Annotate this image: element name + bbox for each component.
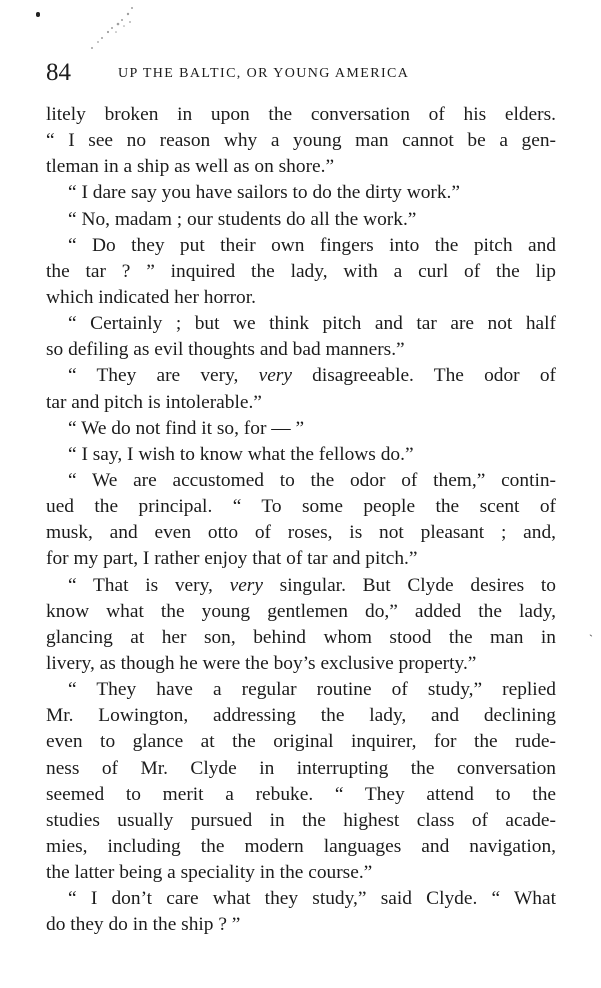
- text-line: for my part, I rather enjoy that of tar and pitch.”: [46, 548, 418, 570]
- text-line: livery, as though he were the boy’s exclusive property.”: [46, 652, 477, 674]
- text-line: “ I dare say you have sailors to do the dirty work.”: [68, 182, 461, 204]
- text-line: know what the young gentlemen do,” added the lady,: [46, 600, 556, 622]
- text-line: studies usually pursued in the highest class of acade-: [46, 809, 556, 831]
- text-line: “ We do not find it so, for — ”: [68, 417, 305, 439]
- text-line: glancing at her son, behind whom stood the man in: [46, 626, 556, 648]
- text-line: “ Do they put their own fingers into the pitch and: [68, 234, 556, 256]
- text-line: tar and pitch is intolerable.”: [46, 391, 262, 413]
- stain-mark: [72, 2, 142, 60]
- page-number: 84: [46, 59, 71, 86]
- text-line: so defiling as evil thoughts and bad manners.”: [46, 339, 405, 361]
- margin-mark: ˋ: [589, 632, 593, 646]
- text-line: “ We are accustomed to the odor of them,” contin-: [68, 469, 556, 491]
- text-line: ness of Mr. Clyde in interrupting the conversation: [46, 757, 556, 779]
- running-title: UP THE BALTIC, OR YOUNG AMERICA: [118, 66, 410, 81]
- text-line: do they do in the ship ? ”: [46, 914, 241, 936]
- text-line: “ No, madam ; our students do all the work.”: [68, 208, 417, 230]
- text-line: even to glance at the original inquirer, for the rude-: [46, 731, 556, 753]
- running-header: [46, 58, 551, 88]
- text-line: “ I don’t care what they study,” said Clyde. “ What: [68, 888, 556, 910]
- text-line: Mr. Lowington, addressing the lady, and declining: [46, 705, 556, 727]
- text-line: ued the principal. “ To some people the scent of: [46, 496, 556, 518]
- text-line: seemed to merit a rebuke. “ They attend to the: [46, 783, 556, 805]
- text-line: litely broken in upon the conversation of his elders.: [46, 104, 556, 125]
- text-line: “ They have a regular routine of study,” replied: [68, 679, 556, 701]
- text-line: “ Certainly ; but we think pitch and tar are not half: [68, 313, 556, 335]
- body-text: [46, 102, 556, 939]
- text-line: musk, and even otto of roses, is not pleasant ; and,: [46, 522, 556, 544]
- text-line: “ I say, I wish to know what the fellows do.”: [68, 443, 414, 465]
- text-line: mies, including the modern languages and navigation,: [46, 835, 556, 857]
- ink-speck: [36, 12, 40, 17]
- text-line: the latter being a speciality in the course.”: [46, 862, 373, 884]
- text-line: “ They are very, very disagreeable. The odor of: [68, 365, 556, 387]
- text-line: the tar ? ” inquired the lady, with a curl of the lip: [46, 260, 556, 282]
- text-line: “ That is very, very singular. But Clyde desires to: [68, 574, 557, 596]
- text-line: which indicated her horror.: [46, 286, 256, 308]
- text-line: “ I see no reason why a young man cannot be a gen-: [46, 130, 556, 152]
- text-line: tleman in a ship as well as on shore.”: [46, 156, 335, 178]
